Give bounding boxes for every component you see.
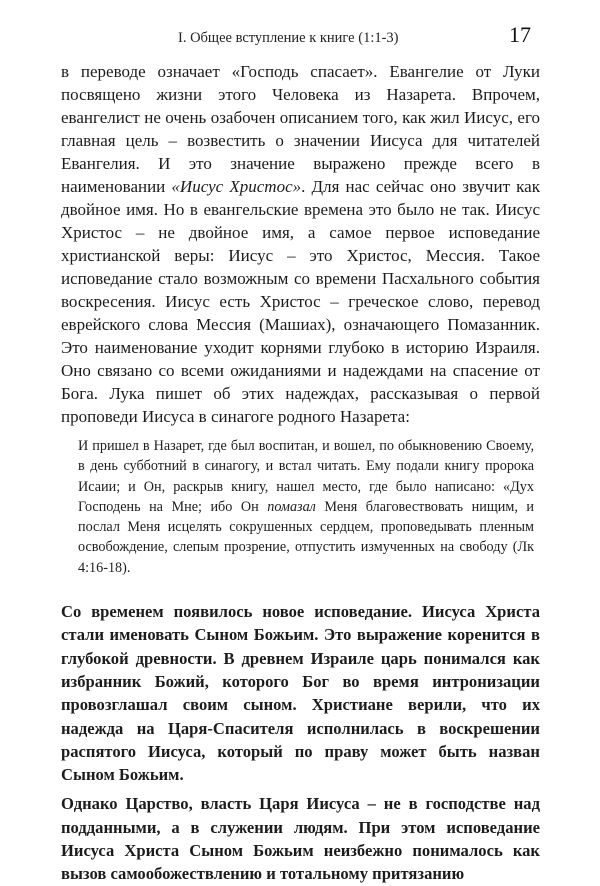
spacer bbox=[61, 578, 540, 600]
scripture-quote-emphasis: помазал bbox=[267, 498, 316, 515]
page-number: 17 bbox=[509, 22, 531, 47]
scripture-quote-text-b: Меня благовествовать нищим, и послал Меня исцелять сокрушенных сердцем, проповедывать пленным освобождение, слепым прозрение, отпустить измученных на свободу (Лк 4:16-18). bbox=[78, 498, 534, 576]
paragraph-2: Со временем появилось новое исповедание. Иисуса Христа стали именовать Сыном Божьим. Это выражение коренится в глубокой древности. В древнем Израиле царь понимался как избранник Божий, которого Бог во время интронизации провозглашал своим сыном. Христиане верили, что их надежда на Царя-Спасителя исполнилась в воскрешении распятого Иисуса, который по праву может быть назван Сыном Божьим. bbox=[61, 602, 540, 785]
paragraph-1-text-b: . Для нас сейчас оно звучит как двойное имя. Но в евангельские времена это было не так. Иисус Христос – не двойное имя, а самое первое исповедание христианской веры: Иисус – это Христос, Мессия. Такое исповедание стало возможным со времени Пасхального события воскресения. Иисус есть Христос – греческое слово, перевод еврейского слова Мессия (Машиах), означающего Помазанник. Это наименование уходит корнями глубоко в историю Израиля. Оно связано со всеми ожиданиями и надеждами на спасение от Бога. Лука пишет об этих надеждах, рассказывая о первой проповеди Иисуса в синагоге родного Назарета: bbox=[61, 177, 540, 426]
paragraph-3: Однако Царство, власть Царя Иисуса – не в господстве над подданными, а в служении людям. При этом исповедание Иисуса Христа Сыном Божьим неизбежно понималось как вызов самообожествлению и тотальному притязанию bbox=[61, 794, 540, 884]
running-head: I. Общее вступление к книге (1:1-3) bbox=[178, 30, 399, 46]
page-header bbox=[0, 22, 600, 52]
scripture-quote-text-a: И пришел в Назарет, где был воспитан, и вошел, по обыкновению Своему, в день субботний в синагогу, и встал читать. Ему подали книгу пророка Исаии; и Он, раскрыв книгу, нашел место, где было написано: «Дух Господень на Мне; ибо Он bbox=[78, 438, 534, 515]
scripture-quote bbox=[78, 436, 534, 578]
page-body bbox=[61, 60, 540, 886]
paragraph-1 bbox=[61, 60, 540, 428]
paragraph-1-text-a: в переводе означает «Господь спасает». Евангелие от Луки посвящено жизни этого Человека из Назарета. Впрочем, евангелист не очень озабочен описанием того, как жил Иисус, его главная цель – возвестить о значении Иисуса для читателей Евангелия. И это значение выражено прежде всего в наименовании bbox=[61, 62, 540, 196]
paragraph-1-emphasis: «Иисус Христос» bbox=[171, 177, 302, 196]
